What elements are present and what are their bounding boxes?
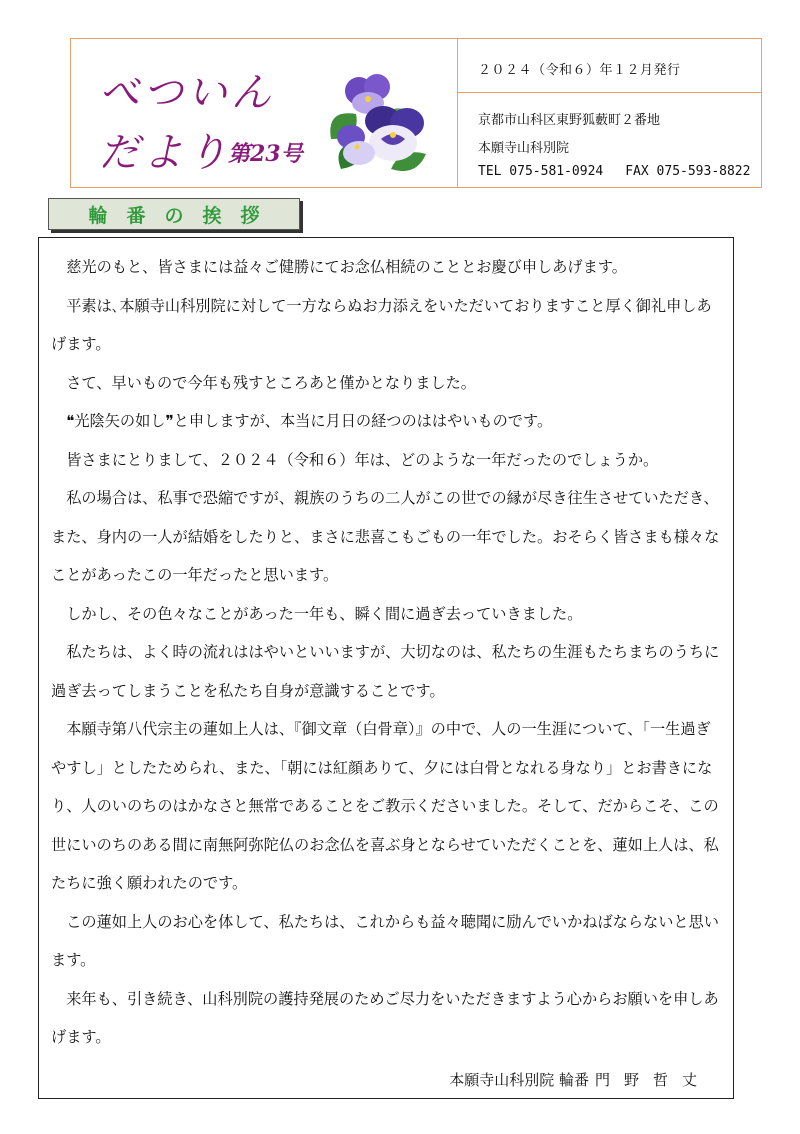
masthead <box>71 39 457 187</box>
article-box <box>38 237 734 1099</box>
signature <box>449 1069 711 1090</box>
paragraph: 本願寺第八代宗主の蓮如上人は、『御文章（白骨章）』の中で、人の一生涯について、「一生過ぎやすし」としたためられ、また、「朝には紅顔ありて、夕には白骨となれる身なり」とお書きになり、人のいのちのはかなさと無常であることをご教示くださいました。そして、だからこそ、この世にいのちのある間に南無阿弥陀仏のお念仏を喜ぶ身とならせていただくことを、蓮如上人は、私たちに強く願われたのです。 <box>51 720 719 892</box>
address: 京都市山科区東野狐藪町２番地 <box>478 113 661 128</box>
signature-org: 本願寺山科別院 輪番 <box>449 1071 589 1089</box>
section-heading-text: 輪番の挨拶 <box>88 204 279 227</box>
tel-number: TEL 075-581-0924 <box>478 164 604 179</box>
paragraph: 来年も、引き続き、山科別院の護持発展のためご尽力をいただきますよう心からお願いを申しあげます。 <box>51 989 719 1046</box>
paragraph: この蓮如上人のお心を体して、私たちは、これからも益々聴聞に励んでいかねばならないと思います。 <box>51 912 719 969</box>
paragraph: 私の場合は、私事で恐縮ですが、親族のうちの二人がこの世での縁が尽き往生させていただき、また、身内の一人が結婚をしたりと、まさに悲喜こもごもの一年でした。おそらく皆さまも様々なことがあったこの一年だったと思います。 <box>51 489 720 584</box>
article-body <box>51 248 723 1057</box>
paragraph: 私たちは、よく時の流れははやいといいますが、大切なのは、私たちの生涯もたちまちのうちに過ぎ去ってしまうことを私たち自身が意識することです。 <box>51 643 720 700</box>
issue-number: 第23号 <box>228 141 303 167</box>
pansy-flower-icon <box>321 69 433 177</box>
publication-info <box>458 39 761 187</box>
paragraph: 皆さまにとりまして、２０２４（令和６）年は、どのような一年だったのでしょうか。 <box>66 450 659 469</box>
paragraph: ❝光陰矢の如し❞と申しますが、本当に月日の経つのははやいものです。 <box>66 412 553 430</box>
issue-date: ２０２４（令和６）年１２月発行 <box>478 63 681 78</box>
section-heading <box>48 198 300 230</box>
signature-name: 門野哲丈 <box>594 1071 711 1089</box>
paragraph: しかし、その色々なことがあった一年も、瞬く間に過ぎ去っていきました。 <box>66 604 583 623</box>
contact-line <box>478 164 750 179</box>
paragraph: 慈光のもと、皆さまには益々ご健勝にてお念仏相続のこととお慶び申しあげます。 <box>66 258 627 276</box>
newsletter-title-line2: だより <box>99 130 231 176</box>
newsletter-title-line1: べついん <box>99 70 275 116</box>
organization-name: 本願寺山科別院 <box>478 141 570 156</box>
date-rule <box>458 92 761 93</box>
paragraph: さて、早いもので今年も残すところあと僅かとなりました。 <box>66 373 476 392</box>
paragraph: 平素は､本願寺山科別院に対して一方ならぬお力添えをいただいておりますこと厚く御礼申しあげます。 <box>51 296 712 353</box>
fax-number: FAX 075-593-8822 <box>625 164 751 179</box>
newsletter-header <box>70 38 762 188</box>
